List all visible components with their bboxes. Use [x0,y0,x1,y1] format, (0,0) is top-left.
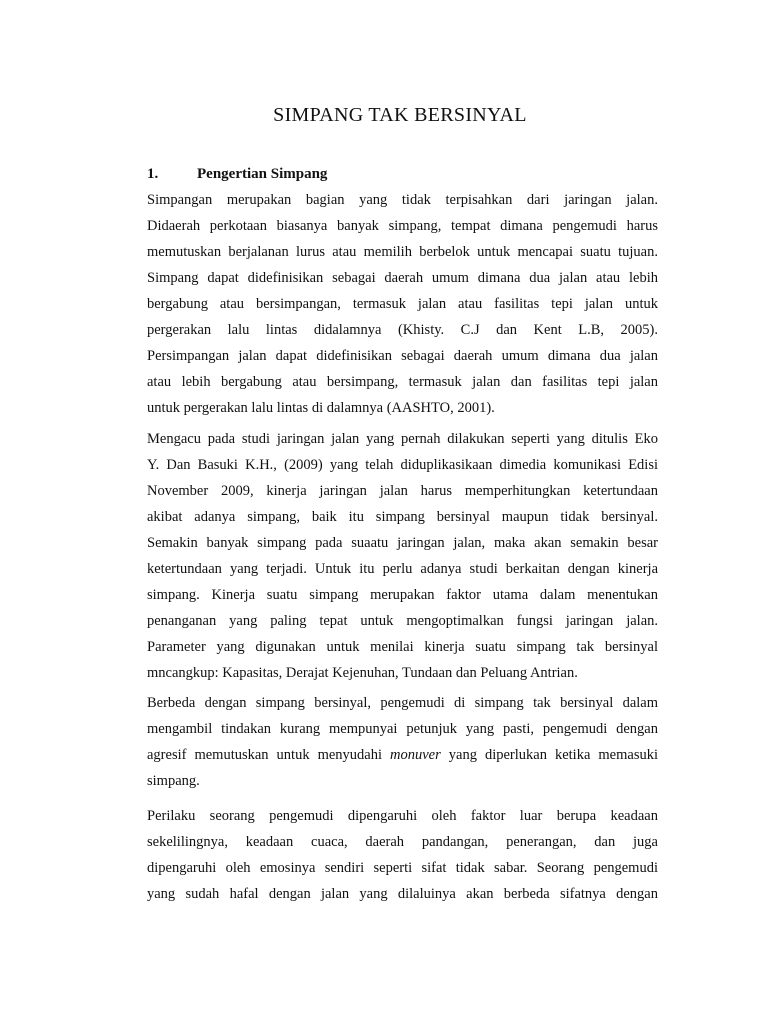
text-run: yang diperlukan ketika memasuki [440,747,658,763]
text-line: dipengaruhi oleh emosinya sendiri seperti sifat tidak sabar. Seorang pengemudi [147,860,658,876]
section-title: Pengertian Simpang [197,166,328,182]
paragraph-study [147,426,658,686]
text-line: untuk pergerakan lalu lintas di dalamnya (AASHTO, 2001). [147,400,495,416]
text-line: mncangkup: Kapasitas, Derajat Kejenuhan, Tundaan dan Peluang Antrian. [147,665,578,681]
text-line-with-italic [147,742,658,768]
text-line: Mengacu pada studi jaringan jalan yang pernah dilakukan seperti yang ditulis Eko [147,431,658,447]
italic-term: monuver [390,747,441,763]
text-line: Y. Dan Basuki K.H., (2009) yang telah diduplikasikaan dimedia komunikasi Edisi [147,457,658,473]
text-line: Didaerah perkotaan biasanya banyak simpang, tempat dimana pengemudi harus [147,218,658,234]
text-line: sekelilingnya, keadaan cuaca, daerah pandangan, penerangan, dan juga [147,834,658,850]
text-line: November 2009, kinerja jaringan jalan harus memperhitungkan ketertundaan [147,483,658,499]
text-line: Semakin banyak simpang pada suaatu jaringan jalan, maka akan semakin besar [147,535,658,551]
text-line: Parameter yang digunakan untuk menilai kinerja suatu simpang tak bersinyal [147,639,658,655]
text-run: agresif memutuskan untuk menyudahi [147,747,391,763]
paragraph-comparison [147,690,658,794]
section-number: 1. [147,166,159,182]
text-line: simpang. [147,773,200,789]
text-line: Persimpangan jalan dapat didefinisikan sebagai daerah umum dimana dua jalan [147,348,658,364]
text-line: Perilaku seorang pengemudi dipengaruhi oleh faktor luar berupa keadaan [147,808,658,824]
text-line: bergabung atau bersimpangan, termasuk jalan atau fasilitas tepi jalan untuk [147,296,658,312]
text-line: simpang. Kinerja suatu simpang merupakan faktor utama dalam menentukan [147,587,658,603]
text-line: akibat adanya simpang, baik itu simpang bersinyal maupun tidak bersinyal. [147,509,658,525]
text-line: atau lebih bergabung atau bersimpang, termasuk jalan dan fasilitas tepi jalan [147,374,658,390]
text-line: mengambil tindakan kurang mempunyai petunjuk yang pasti, pengemudi dengan [147,721,658,737]
text-line: Simpangan merupakan bagian yang tidak terpisahkan dari jaringan jalan. [147,192,658,208]
text-line: yang sudah hafal dengan jalan yang dilaluinya akan berbeda sifatnya dengan [147,886,658,902]
text-line: Berbeda dengan simpang bersinyal, pengemudi di simpang tak bersinyal dalam [147,695,658,711]
document-title: SIMPANG TAK BERSINYAL [273,104,527,126]
text-line: pergerakan lalu lintas didalamnya (Khisty. C.J dan Kent L.B, 2005). [147,322,658,338]
section-heading [147,166,327,183]
paragraph-driver-behavior [147,803,658,907]
text-line: Simpang dapat didefinisikan sebagai daerah umum dimana dua jalan atau lebih [147,270,658,286]
text-line: penanganan yang paling tepat untuk mengoptimalkan fungsi jaringan jalan. [147,613,658,629]
paragraph-definition [147,187,658,421]
text-line: ketertundaan yang terjadi. Untuk itu perlu adanya studi berkaitan dengan kinerja [147,561,658,577]
text-line: memutuskan berjalanan lurus atau memilih berbelok untuk mencapai suatu tujuan. [147,244,658,260]
